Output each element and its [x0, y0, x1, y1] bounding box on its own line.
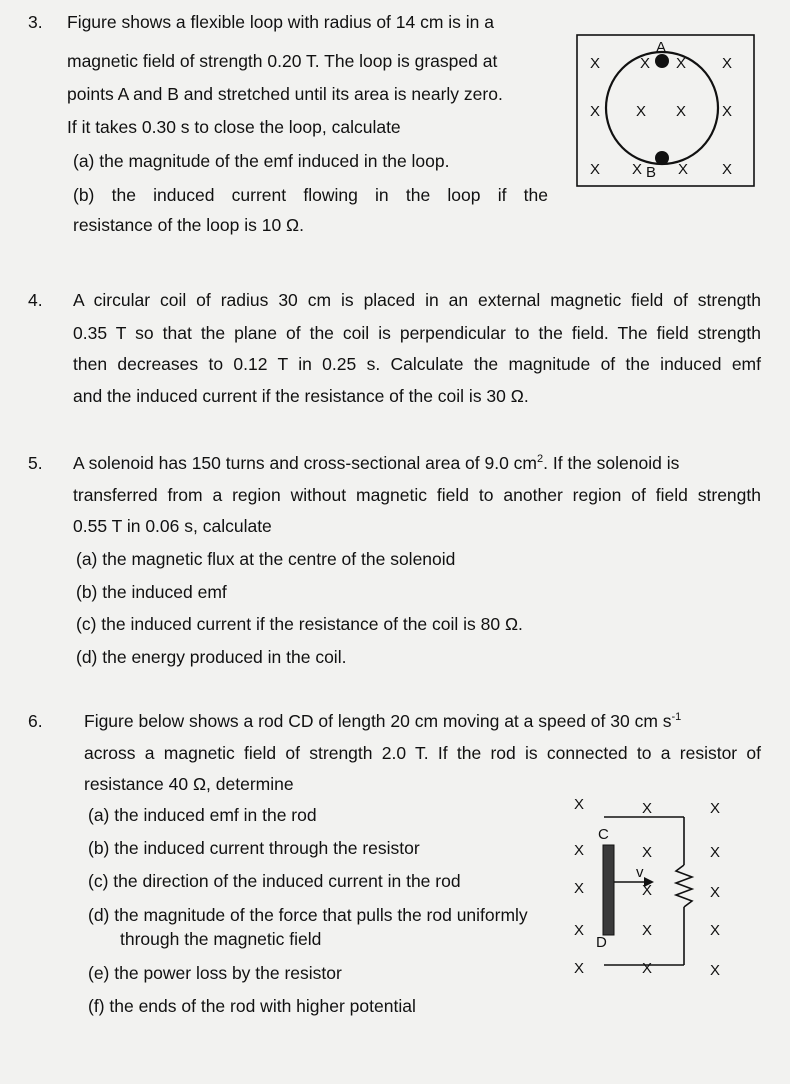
point-b — [655, 151, 669, 165]
sub-question-b: (b) the induced current flowing in the loop if the — [73, 185, 548, 205]
question-text-line: 0.35 T so that the plane of the coil is perpendicular to the field. The field strength — [73, 323, 761, 343]
sub-question-b-cont: resistance of the loop is 10 Ω. — [73, 215, 304, 235]
question-number: 4. — [28, 290, 43, 310]
question-text-line: magnetic field of strength 0.20 T. The loop is grasped at — [67, 51, 498, 71]
svg-text:X: X — [590, 161, 601, 178]
resistor-symbol — [676, 865, 692, 907]
svg-text:X: X — [574, 922, 585, 939]
sub-question-a: (a) the magnetic flux at the centre of the solenoid — [76, 549, 456, 569]
label-d: D — [596, 934, 607, 951]
question-text-line: 0.55 T in 0.06 s, calculate — [73, 516, 272, 536]
label-b: B — [646, 164, 657, 181]
svg-text:X: X — [722, 161, 733, 178]
svg-text:X: X — [722, 55, 733, 72]
field-marks — [574, 796, 720, 979]
svg-text:X: X — [642, 800, 653, 817]
sub-question-d: (d) the energy produced in the coil. — [76, 647, 347, 667]
question-text-line: across a magnetic field of strength 2.0 T. If the rod is connected to a resistor of — [84, 743, 761, 763]
svg-text:X: X — [640, 55, 651, 72]
sub-question-b: (b) the induced current through the resistor — [88, 838, 420, 858]
sub-question-b: (b) the induced emf — [76, 582, 227, 602]
svg-text:X: X — [642, 882, 653, 899]
sub-question-e: (e) the power loss by the resistor — [88, 963, 342, 983]
label-a: A — [656, 39, 667, 56]
svg-text:X: X — [574, 880, 585, 897]
label-v: v — [636, 864, 644, 881]
point-a — [655, 54, 669, 68]
label-c: C — [598, 826, 609, 843]
question-text-line: Figure shows a flexible loop with radius of 14 cm is in a — [67, 12, 495, 32]
svg-text:X: X — [710, 922, 721, 939]
svg-text:X: X — [678, 161, 689, 178]
svg-text:X: X — [722, 103, 733, 120]
svg-text:X: X — [710, 800, 721, 817]
question-number: 5. — [28, 453, 43, 473]
svg-text:X: X — [632, 161, 643, 178]
svg-text:X: X — [574, 842, 585, 859]
question-text-line: If it takes 0.30 s to close the loop, calculate — [67, 117, 401, 137]
svg-text:X: X — [590, 103, 601, 120]
question-number: 3. — [28, 12, 43, 32]
svg-text:X: X — [642, 960, 653, 977]
sub-question-d: (d) the magnitude of the force that pulls the rod uniformly — [88, 905, 528, 925]
sub-question-a: (a) the induced emf in the rod — [88, 805, 317, 825]
sub-question-f: (f) the ends of the rod with higher potential — [88, 996, 416, 1016]
question-text-line: resistance 40 Ω, determine — [84, 774, 294, 794]
rod-cd — [603, 845, 614, 935]
rod-figure — [560, 795, 740, 985]
svg-text:X: X — [676, 55, 687, 72]
svg-text:X: X — [574, 796, 585, 813]
svg-text:X: X — [642, 922, 653, 939]
sub-question-d-cont: through the magnetic field — [120, 929, 322, 949]
question-text-line: Figure below shows a rod CD of length 20 cm moving at a speed of 30 cm $s^{-1}$ — [84, 711, 682, 731]
svg-text:X: X — [676, 103, 687, 120]
question-text-line: A circular coil of radius 30 cm is placed in an external magnetic field of strength — [73, 290, 761, 310]
question-text-line: A solenoid has 150 turns and cross-sectional area of 9.0 $cm^2$. If the solenoid is — [73, 453, 680, 473]
question-text-line: transferred from a region without magnetic field to another region of field strength — [73, 485, 761, 505]
svg-text:X: X — [636, 103, 647, 120]
svg-text:X: X — [642, 844, 653, 861]
loop-figure — [576, 34, 756, 188]
svg-text:X: X — [590, 55, 601, 72]
sub-question-a: (a) the magnitude of the emf induced in the loop. — [73, 151, 450, 171]
sub-question-c: (c) the direction of the induced current in the rod — [88, 871, 461, 891]
question-text-line: points A and B and stretched until its area is nearly zero. — [67, 84, 503, 104]
question-number: 6. — [28, 711, 43, 731]
svg-text:X: X — [574, 960, 585, 977]
svg-text:X: X — [710, 844, 721, 861]
question-text-line: and the induced current if the resistance of the coil is 30 Ω. — [73, 386, 529, 406]
svg-text:X: X — [710, 884, 721, 901]
question-text-line: then decreases to 0.12 T in 0.25 s. Calculate the magnitude of the induced emf — [73, 354, 761, 374]
svg-text:X: X — [710, 962, 721, 979]
sub-question-c: (c) the induced current if the resistance of the coil is 80 Ω. — [76, 614, 523, 634]
